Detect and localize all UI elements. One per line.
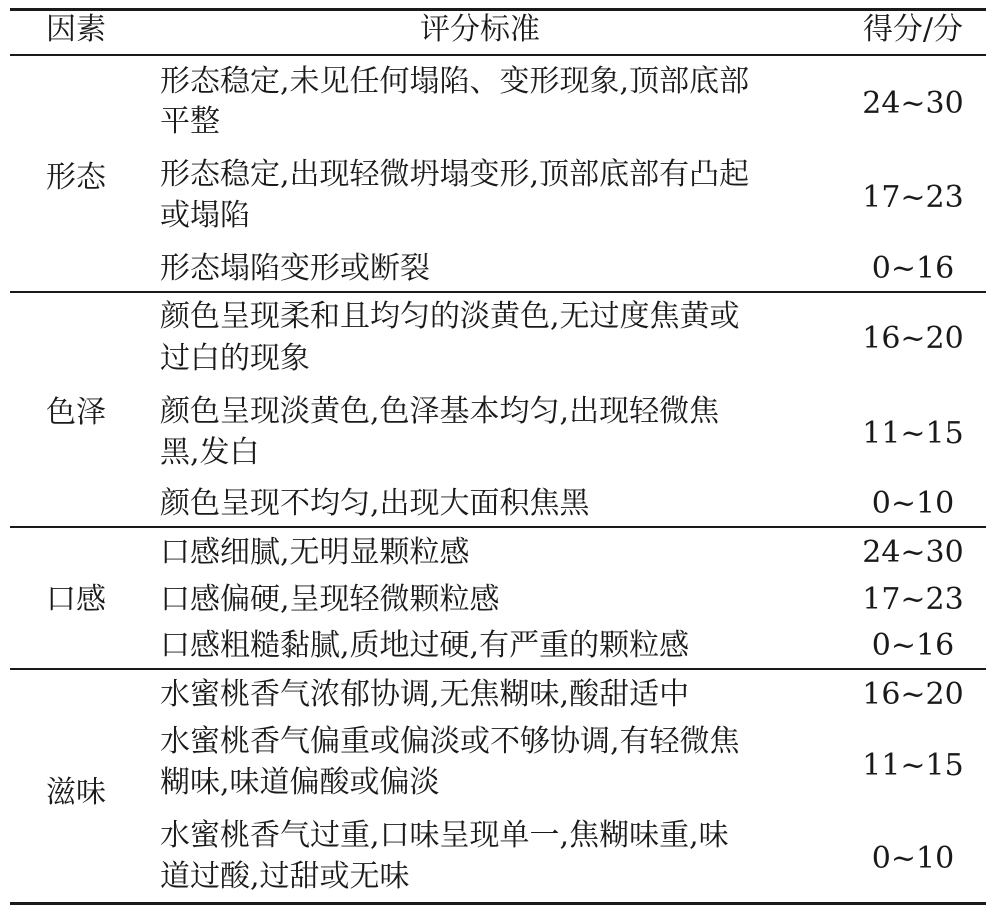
- criteria-line: 糊味,味道偏酸或偏淡: [160, 765, 440, 800]
- group-rule: [10, 526, 986, 528]
- criteria-line: 颜色呈现不均匀,出现大面积焦黑: [160, 486, 590, 521]
- criteria-line: 道过酸,过甜或无味: [160, 859, 410, 894]
- criteria-line: 形态稳定,未见任何塌陷、变形现象,顶部底部: [160, 64, 750, 99]
- header-rule: [10, 54, 986, 56]
- score-cell: 24~30: [862, 535, 964, 570]
- criteria-line: 口感偏硬,呈现轻微颗粒感: [160, 582, 500, 617]
- group-rule: [10, 668, 986, 670]
- bottom-rule: [10, 902, 986, 905]
- criteria-line: 水蜜桃香气偏重或偏淡或不够协调,有轻微焦: [160, 724, 740, 759]
- criteria-line: 颜色呈现淡黄色,色泽基本均匀,出现轻微焦: [160, 394, 720, 429]
- header-factor: 因素: [46, 12, 106, 47]
- group-rule: [10, 291, 986, 293]
- criteria-line: 口感细腻,无明显颗粒感: [160, 535, 470, 570]
- top-rule: [10, 8, 986, 11]
- score-cell: 0~16: [871, 628, 955, 663]
- criteria-line: 形态塌陷变形或断裂: [160, 251, 430, 286]
- factor-cell: 色泽: [46, 395, 106, 430]
- factor-cell: 滋味: [46, 775, 106, 810]
- score-cell: 16~20: [862, 677, 964, 712]
- criteria-line: 水蜜桃香气过重,口味呈现单一,焦糊味重,味: [160, 818, 729, 853]
- criteria-line: 或塌陷: [160, 198, 250, 233]
- score-cell: 0~16: [871, 251, 955, 286]
- score-cell: 24~30: [862, 86, 964, 121]
- criteria-line: 形态稳定,出现轻微坍塌变形,顶部底部有凸起: [160, 157, 750, 192]
- criteria-line: 平整: [160, 104, 220, 139]
- header-score: 得分/分: [862, 12, 964, 47]
- score-cell: 16~20: [862, 321, 964, 356]
- factor-cell: 形态: [46, 160, 106, 195]
- criteria-line: 口感粗糙黏腻,质地过硬,有严重的颗粒感: [160, 628, 690, 663]
- score-cell: 11~15: [862, 748, 964, 783]
- criteria-line: 水蜜桃香气浓郁协调,无焦糊味,酸甜适中: [160, 677, 690, 712]
- score-cell: 17~23: [862, 582, 964, 617]
- score-cell: 11~15: [862, 416, 964, 451]
- criteria-line: 黑,发白: [160, 435, 260, 470]
- criteria-line: 颜色呈现柔和且均匀的淡黄色,无过度焦黄或: [160, 299, 740, 334]
- score-cell: 17~23: [862, 180, 964, 215]
- factor-cell: 口感: [46, 582, 106, 617]
- header-criteria: 评分标准: [420, 12, 540, 47]
- score-cell: 0~10: [871, 486, 955, 521]
- score-cell: 0~10: [871, 841, 955, 876]
- criteria-line: 过白的现象: [160, 341, 310, 376]
